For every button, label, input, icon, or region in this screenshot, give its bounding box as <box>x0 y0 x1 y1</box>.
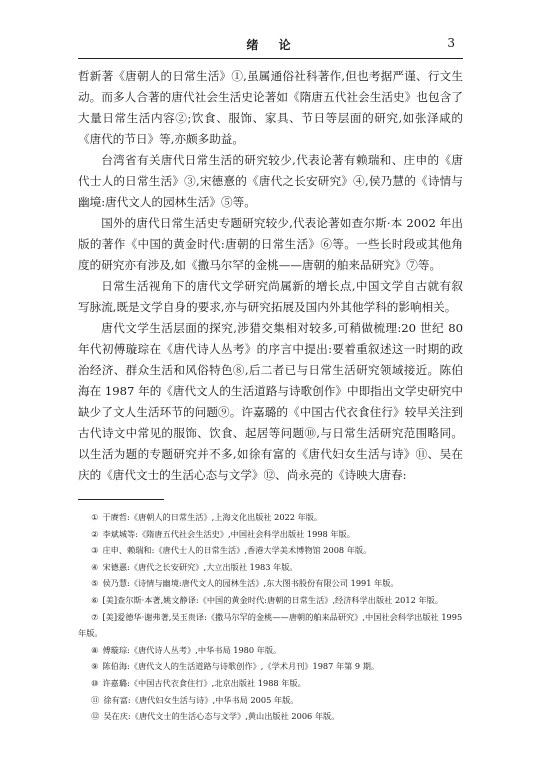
footnote-marker: ② <box>91 528 99 539</box>
footnote-rule <box>78 499 164 500</box>
footnote-1 <box>78 509 463 526</box>
footnote-11 <box>78 692 463 709</box>
footnote-text: 宋德憙:《唐代之长安研究》,大立出版社 1983 年版。 <box>102 561 298 572</box>
body-text <box>78 66 463 486</box>
footnote-4 <box>78 559 463 576</box>
footnote-7 <box>78 609 463 642</box>
footnote-text: 庄申、赖瑞和:《唐代士人的日常生活》,香港大学美术博物馆 2008 年版。 <box>102 545 372 556</box>
header-rule <box>78 58 463 59</box>
paragraph: 台湾省有关唐代日常生活的研究较少,代表论著有赖瑞和、庄申的《唐代士人的日常生活》③,宋德憙的《唐代之长安研究》④,侯乃慧的《诗情与幽境:唐代文人的园林生活》⑤等。 <box>78 153 463 209</box>
footnote-10 <box>78 675 463 692</box>
paragraph: 国外的唐代日常生活史专题研究较少,代表论著如查尔斯·本 2002 年出版的著作《中国的黄金时代:唐朝的日常生活》⑥等。一些长时段或其他角度的研究亦有涉及,如《撒马尔罕的金桃——唐朝的舶来品研究》⑦等。 <box>78 216 463 272</box>
footnote-text: 侯乃慧:《诗情与幽境:唐代文人的园林生活》,东大图书股份有限公司 1991 年版。 <box>102 578 399 589</box>
page-number: 3 <box>447 36 455 50</box>
footnote-text: 李斌城等:《隋唐五代社会生活史》,中国社会科学出版社 1998 年版。 <box>102 528 355 539</box>
footnote-marker: ⑦ <box>91 611 99 622</box>
footnote-text: 徐有富:《唐代妇女生活与诗》,中华书局 2005 年版。 <box>103 694 299 705</box>
paragraph: 哲新著《唐朝人的日常生活》①,虽属通俗社科著作,但也考据严谨、行文生动。而多人合著的唐代社会生活史论著如《隋唐五代社会生活史》也包含了大量日常生活内容②;饮食、服饰、家具、节日等层面的研究,如张泽咸的《唐代的节日》等,亦颇多助益。 <box>78 69 463 146</box>
footnote-12 <box>78 708 463 725</box>
header-title: 绪 论 <box>246 38 299 52</box>
footnote-text: [美]爱德华·谢弗著,吴玉贵译:《撒马尔罕的金桃——唐朝的舶来品研究》,中国社会科学出版社 1995 年版。 <box>78 611 463 639</box>
footnote-text: 吴在庆:《唐代文士的生活心态与文学》,黄山出版社 2006 年版。 <box>103 711 340 722</box>
footnote-8 <box>78 642 463 659</box>
footnote-marker: ⑧ <box>91 644 99 655</box>
paragraph: 日常生活视角下的唐代文学研究尚属新的增长点,中国文学自古就有叙写脉流,既是文学自身的要求,亦与研究拓展及国内外其他学科的影响相关。 <box>78 279 463 314</box>
footnote-marker: ① <box>91 512 99 522</box>
footnotes <box>78 509 463 725</box>
footnote-text: 陈伯海:《唐代文人的生活道路与诗歌创作》,《学术月刊》1987 年第 9 期。 <box>102 661 380 672</box>
footnote-marker: ④ <box>91 561 99 572</box>
footnote-marker: ⑫ <box>91 711 100 722</box>
footnote-text: [美]查尔斯·本著,姚文静译:《中国的黄金时代:唐朝的日常生活》,经济科学出版社 2012 年版。 <box>102 594 443 605</box>
footnote-marker: ③ <box>91 545 99 556</box>
footnote-marker: ⑩ <box>91 677 99 688</box>
footnote-text: 许嘉璐:《中国古代衣食住行》,北京出版社 1988 年版。 <box>102 677 306 688</box>
footnote-text: 于赓哲:《唐朝人的日常生活》,上海文化出版社 2022 年版。 <box>102 512 323 522</box>
paragraph: 唐代文学生活层面的探究,涉猎交集相对较多,可稍做梳理:20 世纪 80 年代初傅璇琮在《唐代诗人丛考》的序言中提出:要着重叙述这一时期的政治经济、群众生活和风俗特色⑧,后二者已与日常生活研究领域接近。陈伯海在 1987 年的《唐代文人的生活道路与诗歌创作》中即指出文学史研究中缺少了文人生活环节的问题⑨。许嘉璐的《中国古代衣食住行》较早关注到古代诗文中常见的服饰、饮食、起居等问题⑩,与日常生活研究范围略同。以生活为题的专题研究并不多,如徐有富的《唐代妇女生活与诗》⑪、吴在庆的《唐代文士的生活心态与文学》⑫、尚永亮的《诗映大唐春: <box>78 321 463 482</box>
footnote-3 <box>78 542 463 559</box>
running-header <box>90 36 455 58</box>
footnote-2 <box>78 526 463 543</box>
footnote-marker: ⑨ <box>91 661 99 672</box>
footnote-marker: ⑥ <box>91 594 99 605</box>
footnote-marker: ⑪ <box>91 694 100 705</box>
footnote-6 <box>78 592 463 609</box>
footnote-5 <box>78 575 463 592</box>
footnote-text: 傅璇琮:《唐代诗人丛考》,中华书局 1980 年版。 <box>102 644 282 655</box>
footnote-9 <box>78 658 463 675</box>
footnote-marker: ⑤ <box>91 578 99 589</box>
